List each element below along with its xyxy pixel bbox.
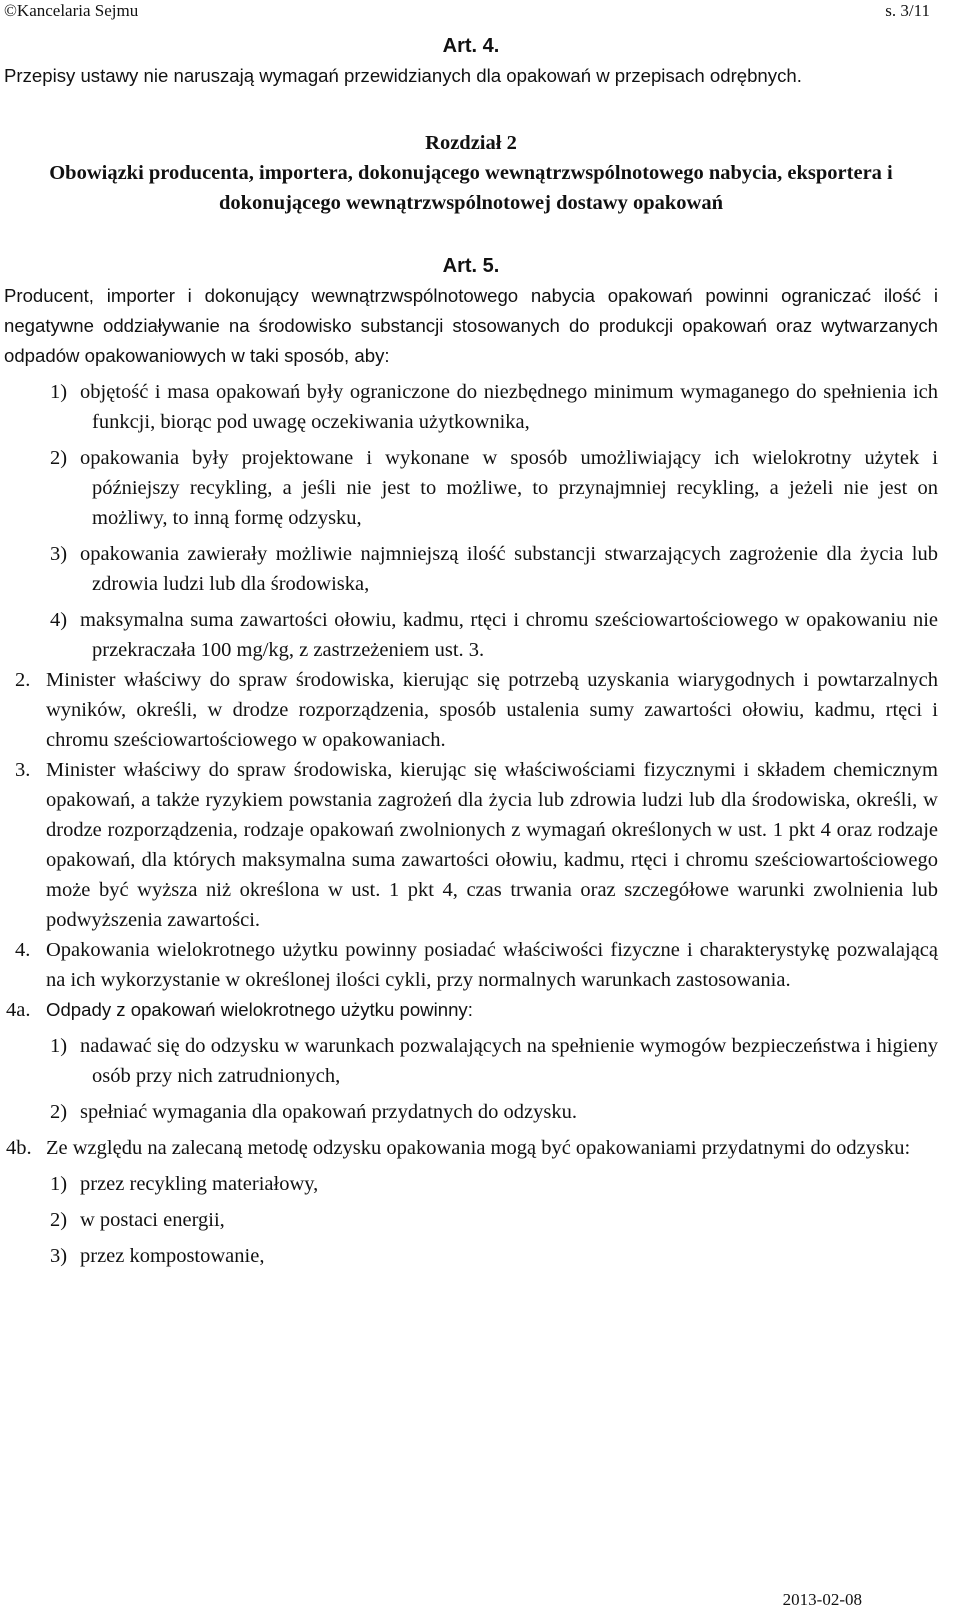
ust-number: 4b. bbox=[6, 1137, 32, 1159]
footer-date: 2013-02-08 bbox=[782, 1590, 862, 1609]
ust-number: 4. bbox=[15, 939, 31, 961]
chapter-title: Obowiązki producenta, importera, dokonującego wewnątrzwspólnotowego nabycia, eksportera i dokonującego wewnątrzwspólnotowej dostawy opakowań bbox=[49, 162, 893, 214]
ust4b-point-2 bbox=[4, 1205, 938, 1235]
point-number: 1) bbox=[50, 1035, 68, 1057]
document-body bbox=[4, 31, 938, 1271]
point-text: opakowania zawierały możliwie najmniejszą ilość substancji stwarzających zagrożenie dla życia lub zdrowia ludzi lub dla środowiska, bbox=[80, 543, 938, 595]
ust-text: Minister właściwy do spraw środowiska, kierując się właściwościami fizycznymi i składem chemicznym opakowań, a także ryzykiem powstania zagrożeń dla życia lub zdrowia ludzi lub dla środowiska, określi, w drodze rozporządzenia, rodzaje opakowań zwolnionych z wymagań określonych w ust. 1 pkt 4 oraz rodzaje opakowań, dla których maksymalna suma zawartości ołowiu, kadmu, rtęci i chromu sześciowartościowego może być wyższa niż określona w ust. 1 pkt 4, czas trwania oraz szczegółowe warunki zwolnienia lub podwyższenia zawartości. bbox=[46, 759, 938, 931]
art5-point-1 bbox=[4, 377, 938, 437]
chapter-number: Rozdział 2 bbox=[425, 132, 517, 154]
header-page-number: s. 3/11 bbox=[885, 1, 930, 20]
art5-ust-3 bbox=[4, 755, 938, 935]
art4-text: Przepisy ustawy nie naruszają wymagań przewidzianych dla opakowań w przepisach odrębnych. bbox=[4, 65, 802, 86]
art5-title: Art. 5. bbox=[442, 255, 500, 277]
art5-point-3 bbox=[4, 539, 938, 599]
point-number: 2) bbox=[50, 447, 68, 469]
point-number: 3) bbox=[50, 543, 68, 565]
ust4a-point-2 bbox=[4, 1097, 938, 1127]
ust-number: 3. bbox=[15, 759, 31, 781]
art5-point-4 bbox=[4, 605, 938, 665]
ust-number: 4a. bbox=[6, 999, 31, 1021]
ust-text: Minister właściwy do spraw środowiska, kierując się potrzebą uzyskania wiarygodnych i powtarzalnych wyników, określi, w drodze rozporządzenia, sposób ustalenia sumy zawartości ołowiu, kadmu, rtęci i chromu sześciowartościowego w opakowaniach. bbox=[46, 669, 938, 751]
point-text: spełniać wymagania dla opakowań przydatnych do odzysku. bbox=[80, 1101, 577, 1123]
point-text: przez recykling materiałowy, bbox=[80, 1173, 319, 1195]
art5-point-2 bbox=[4, 443, 938, 533]
point-text: przez kompostowanie, bbox=[80, 1245, 265, 1267]
art5-ust-4b bbox=[4, 1133, 938, 1163]
header-copyright: ©Kancelaria Sejmu bbox=[4, 1, 139, 20]
ust-text: Opakowania wielokrotnego użytku powinny posiadać właściwości fizyczne i charakterystykę pozwalającą na ich wykorzystanie w określonej ilości cykli, przy normalnych warunkach zastosowania. bbox=[46, 939, 938, 991]
point-text: maksymalna suma zawartości ołowiu, kadmu, rtęci i chromu sześciowartościowego w opakowaniu nie przekraczała 100 mg/kg, z zastrzeżeniem ust. 3. bbox=[80, 609, 938, 661]
art4-title: Art. 4. bbox=[442, 35, 500, 57]
point-number: 1) bbox=[50, 1173, 68, 1195]
ust4b-point-3 bbox=[4, 1241, 938, 1271]
art5-ust-4 bbox=[4, 935, 938, 995]
point-number: 2) bbox=[50, 1101, 68, 1123]
art5-intro: Producent, importer i dokonujący wewnątrzwspólnotowego nabycia opakowań powinni ograniczać ilość i negatywne oddziaływanie na środowisko substancji stosowanych do produkcji opakowań oraz wytwarzanych odpadów opakowaniowych w taki sposób, aby: bbox=[4, 285, 938, 366]
page-header bbox=[0, 0, 940, 22]
ust-number: 2. bbox=[15, 669, 31, 691]
ust-text: Odpady z opakowań wielokrotnego użytku powinny: bbox=[46, 999, 473, 1020]
point-text: objętość i masa opakowań były ograniczone do niezbędnego minimum wymaganego do spełnienia ich funkcji, biorąc pod uwagę oczekiwania użytkownika, bbox=[80, 381, 938, 433]
point-number: 3) bbox=[50, 1245, 68, 1267]
point-text: nadawać się do odzysku w warunkach pozwalających na spełnienie wymogów bezpieczeństwa i higieny osób przy nich zatrudnionych, bbox=[80, 1035, 938, 1087]
point-number: 4) bbox=[50, 609, 68, 631]
point-text: w postaci energii, bbox=[80, 1209, 225, 1231]
art5-ust-2 bbox=[4, 665, 938, 755]
ust-text: Ze względu na zalecaną metodę odzysku opakowania mogą być opakowaniami przydatnymi do odzysku: bbox=[46, 1137, 911, 1159]
point-number: 1) bbox=[50, 381, 68, 403]
point-number: 2) bbox=[50, 1209, 68, 1231]
point-text: opakowania były projektowane i wykonane w sposób umożliwiający ich wielokrotny użytek i późniejszy recykling, a jeśli nie jest to możliwe, to przynajmniej recykling, a jeżeli nie jest on możliwy, to inną formę odzysku, bbox=[80, 447, 938, 529]
ust4b-point-1 bbox=[4, 1169, 938, 1199]
ust4a-point-1 bbox=[4, 1031, 938, 1091]
art5-ust-4a bbox=[4, 995, 938, 1025]
